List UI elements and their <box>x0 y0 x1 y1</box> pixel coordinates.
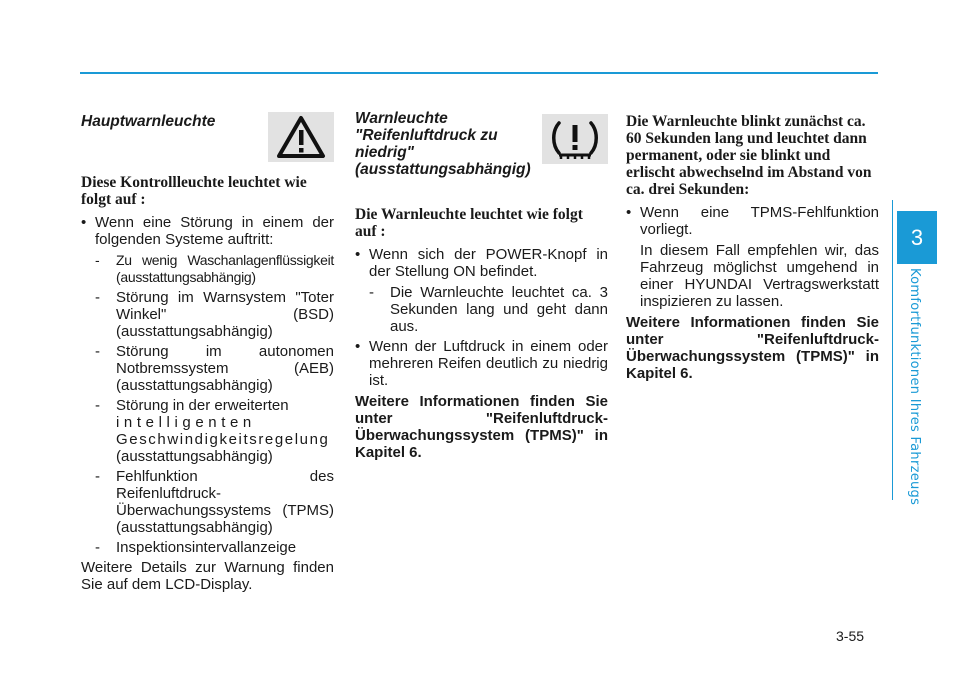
bullet-list <box>355 338 608 389</box>
intro-heading: Die Warnleuchte blinkt zunächst ca. 60 Sekunden lang und leuchtet dann permanent, oder sie blinkt und erlischt abwechselnd im Abstand von ca. drei Sekunden: <box>626 113 872 198</box>
top-rule <box>80 72 878 74</box>
list-item-text: Wenn sich der POWER-Knopf in der Stellung ON befindet. <box>369 246 608 280</box>
section-header <box>355 110 608 200</box>
dash-item: - Die Warnleuchte leuchtet ca. 3 Sekunden lang und geht dann aus. <box>367 284 608 335</box>
dash-item: - Störung im autonomen Notbremssystem (AEB) (ausstattungsabhängig) <box>93 343 334 394</box>
list-item-text: Wenn eine TPMS-Fehlfunktion vorliegt. <box>640 204 879 238</box>
list-item-text: Wenn eine Störung in einem der folgenden Systeme auftritt: <box>95 214 334 248</box>
bullet-list <box>626 204 879 238</box>
dash-item: - Inspektionsintervallanzeige <box>93 539 334 556</box>
paragraph: In diesem Fall empfehlen wir, das Fahrzeug möglichst umgehend in einer HYUNDAI Vertragswerkstatt inspizieren zu lassen. <box>640 242 879 310</box>
list-item <box>626 204 879 238</box>
outro-text: Weitere Details zur Warnung finden Sie auf dem LCD-Display. <box>81 559 334 593</box>
column-tpms-malfunction <box>626 110 879 386</box>
dash-line: Geschwindigkeitsregelung <box>116 431 330 448</box>
dash-item: - Zu wenig Waschanlagenflüssigkeit (ausstattungsabhängig) <box>93 252 334 286</box>
side-rule <box>892 200 893 500</box>
section-title: Warnleuchte "Reifenluftdruck zu niedrig" (ausstattungsabhängig) <box>355 110 531 178</box>
column-tire-pressure <box>355 110 608 465</box>
intro-heading: Die Warnleuchte leuchtet wie folgt auf : <box>355 206 583 240</box>
bullet-list <box>355 246 608 280</box>
list-item <box>355 246 608 280</box>
chapter-tab <box>897 211 937 264</box>
list-item-text: Wenn der Luftdruck in einem oder mehreren Reifen deutlich zu niedrig ist. <box>369 338 608 389</box>
section-header <box>81 110 334 170</box>
intro-heading: Diese Kontrollleuchte leuchtet wie folgt auf : <box>81 174 307 208</box>
tire-pressure-warning-icon <box>542 114 608 164</box>
dash-item: - Fehlfunktion des Reifenluftdruck-Überwachungssystems (TPMS) (ausstattungsabhängig) <box>93 468 334 536</box>
chapter-number: 3 <box>910 224 924 250</box>
more-info-text: Weitere Informationen finden Sie unter "Reifenluftdruck-Überwachungssystem (TPMS)" in Kapitel 6. <box>626 314 879 382</box>
dash-line: (ausstattungsabhängig) <box>116 448 273 465</box>
chapter-title: Komfortfunktionen Ihres Fahrzeugs <box>907 268 922 506</box>
list-item <box>355 338 608 389</box>
more-info-text: Weitere Informationen finden Sie unter "Reifenluftdruck-Überwachungssystem (TPMS)" in Kapitel 6. <box>355 393 608 461</box>
dash-line: - Störung in der erweiterten <box>116 397 289 414</box>
list-item <box>81 214 334 248</box>
warning-triangle-icon <box>268 112 334 162</box>
section-title: Hauptwarnleuchte <box>81 113 216 130</box>
dash-line: intelligenten <box>116 414 256 431</box>
column-main-warning <box>81 110 334 597</box>
bullet-list <box>81 214 334 248</box>
dash-item: - Störung im Warnsystem "Toter Winkel" (BSD) (ausstattungsabhängig) <box>93 289 334 340</box>
page-number: 3-55 <box>836 628 865 644</box>
dash-item <box>93 397 334 465</box>
